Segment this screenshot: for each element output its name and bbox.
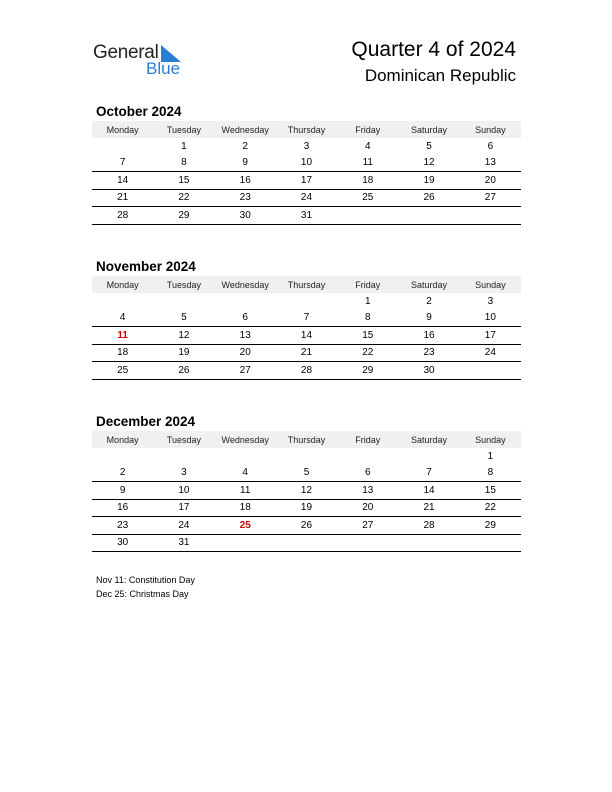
day-cell	[153, 293, 214, 310]
day-cell: 21	[398, 499, 459, 517]
day-cell	[337, 207, 398, 225]
day-cell: 17	[153, 499, 214, 517]
day-cell	[460, 362, 521, 380]
weekday-header: Sunday	[460, 276, 521, 293]
weekday-header: Wednesday	[215, 276, 276, 293]
day-cell: 12	[276, 482, 337, 500]
day-cell: 24	[276, 189, 337, 207]
weekday-header: Friday	[337, 431, 398, 448]
week-row	[92, 207, 521, 225]
weekday-header: Friday	[337, 276, 398, 293]
country-name: Dominican Republic	[364, 66, 516, 85]
week-row	[92, 155, 521, 172]
week-row	[92, 138, 521, 155]
day-cell	[215, 293, 276, 310]
weekday-header: Sunday	[460, 121, 521, 138]
day-cell	[398, 207, 459, 225]
day-cell: 23	[398, 344, 459, 362]
day-cell: 11	[92, 327, 153, 345]
day-cell: 12	[153, 327, 214, 345]
day-cell: 14	[92, 172, 153, 190]
day-cell: 28	[276, 362, 337, 380]
calendar-table	[92, 276, 521, 380]
holiday-note: Dec 25: Christmas Day	[96, 589, 189, 599]
day-cell: 13	[337, 482, 398, 500]
day-cell	[337, 534, 398, 552]
month-october	[92, 103, 521, 225]
day-cell: 13	[460, 155, 521, 172]
month-november	[92, 258, 521, 380]
day-cell: 22	[153, 189, 214, 207]
day-cell: 18	[215, 499, 276, 517]
day-cell: 3	[153, 465, 214, 482]
day-cell: 29	[460, 517, 521, 535]
weekday-header: Friday	[337, 121, 398, 138]
weekday-header: Saturday	[398, 276, 459, 293]
week-row	[92, 482, 521, 500]
day-cell: 10	[460, 310, 521, 327]
weekday-header: Thursday	[276, 276, 337, 293]
day-cell: 5	[153, 310, 214, 327]
logo-blue-text: Blue	[146, 59, 181, 78]
weekday-header: Tuesday	[153, 431, 214, 448]
day-cell: 22	[337, 344, 398, 362]
day-cell: 14	[398, 482, 459, 500]
day-cell: 16	[92, 499, 153, 517]
day-cell: 26	[153, 362, 214, 380]
day-cell: 4	[92, 310, 153, 327]
week-row	[92, 189, 521, 207]
logo-general-text: General	[93, 42, 159, 63]
day-cell: 28	[398, 517, 459, 535]
day-cell: 10	[153, 482, 214, 500]
day-cell: 21	[92, 189, 153, 207]
day-cell	[460, 534, 521, 552]
day-cell: 18	[337, 172, 398, 190]
day-cell: 11	[337, 155, 398, 172]
day-cell	[276, 293, 337, 310]
day-cell: 19	[398, 172, 459, 190]
day-cell: 30	[92, 534, 153, 552]
day-cell: 25	[337, 189, 398, 207]
day-cell: 2	[242, 140, 248, 152]
day-cell: 29	[153, 207, 214, 225]
day-cell: 19	[276, 499, 337, 517]
day-cell: 24	[460, 344, 521, 362]
day-cell: 20	[460, 172, 521, 190]
weekday-header: Tuesday	[153, 121, 214, 138]
day-cell: 8	[337, 310, 398, 327]
day-cell: 2	[426, 295, 432, 307]
day-cell: 21	[276, 344, 337, 362]
day-cell: 3	[487, 295, 494, 307]
holiday-notes	[96, 573, 195, 601]
day-cell: 30	[398, 362, 459, 380]
day-cell	[215, 448, 276, 465]
week-row	[92, 327, 521, 345]
day-cell: 6	[487, 140, 494, 152]
day-cell: 15	[460, 482, 521, 500]
day-cell: 1	[181, 140, 187, 152]
day-cell: 9	[215, 155, 276, 172]
weekday-header-row	[92, 121, 521, 138]
weekday-header: Sunday	[460, 431, 521, 448]
day-cell	[153, 448, 214, 465]
week-row	[92, 448, 521, 465]
day-cell: 10	[276, 155, 337, 172]
day-cell: 7	[276, 310, 337, 327]
day-cell: 16	[215, 172, 276, 190]
weekday-header: Saturday	[398, 431, 459, 448]
day-cell: 26	[398, 189, 459, 207]
day-cell: 27	[337, 517, 398, 535]
week-row	[92, 499, 521, 517]
day-cell: 23	[215, 189, 276, 207]
day-cell: 7	[92, 155, 153, 172]
day-cell	[92, 293, 153, 310]
week-row	[92, 362, 521, 380]
day-cell: 17	[460, 327, 521, 345]
day-cell	[215, 534, 276, 552]
day-cell: 16	[398, 327, 459, 345]
day-cell: 2	[92, 465, 153, 482]
day-cell	[276, 534, 337, 552]
day-cell: 4	[364, 140, 371, 152]
day-cell: 12	[398, 155, 459, 172]
weekday-header: Thursday	[276, 121, 337, 138]
weekday-header: Saturday	[398, 121, 459, 138]
day-cell: 18	[92, 344, 153, 362]
day-cell: 24	[153, 517, 214, 535]
week-row	[92, 310, 521, 327]
weekday-header: Wednesday	[215, 431, 276, 448]
day-cell: 14	[276, 327, 337, 345]
week-row	[92, 293, 521, 310]
calendar-table	[92, 121, 521, 225]
day-cell: 15	[337, 327, 398, 345]
weekday-header: Tuesday	[153, 276, 214, 293]
day-cell: 9	[92, 482, 153, 500]
month-december	[92, 413, 521, 552]
page-title: Quarter 4 of 2024	[351, 38, 516, 61]
week-row	[92, 344, 521, 362]
week-row	[92, 172, 521, 190]
day-cell: 29	[337, 362, 398, 380]
calendar-table	[92, 431, 521, 552]
day-cell: 30	[215, 207, 276, 225]
day-cell: 23	[92, 517, 153, 535]
day-cell: 17	[276, 172, 337, 190]
day-cell: 31	[153, 534, 214, 552]
day-cell	[92, 138, 153, 155]
month-title: November 2024	[96, 259, 196, 274]
week-row	[92, 517, 521, 535]
day-cell: 25	[215, 517, 276, 535]
day-cell	[398, 448, 459, 465]
day-cell: 6	[215, 310, 276, 327]
day-cell	[276, 448, 337, 465]
day-cell: 8	[460, 465, 521, 482]
day-cell: 13	[215, 327, 276, 345]
week-row	[92, 465, 521, 482]
day-cell	[460, 207, 521, 225]
weekday-header: Monday	[92, 121, 153, 138]
day-cell: 22	[460, 499, 521, 517]
day-cell: 26	[276, 517, 337, 535]
day-cell: 7	[398, 465, 459, 482]
day-cell: 9	[398, 310, 459, 327]
day-cell	[337, 448, 398, 465]
day-cell: 11	[215, 482, 276, 500]
day-cell: 1	[487, 450, 494, 462]
month-title: October 2024	[96, 104, 182, 119]
day-cell: 28	[92, 207, 153, 225]
day-cell: 5	[426, 140, 432, 152]
day-cell: 1	[364, 295, 371, 307]
day-cell: 20	[337, 499, 398, 517]
day-cell	[92, 448, 153, 465]
day-cell: 19	[153, 344, 214, 362]
day-cell: 6	[337, 465, 398, 482]
day-cell: 27	[460, 189, 521, 207]
day-cell: 20	[215, 344, 276, 362]
weekday-header: Monday	[92, 276, 153, 293]
generalblue-logo	[93, 40, 193, 80]
day-cell: 27	[215, 362, 276, 380]
weekday-header: Monday	[92, 431, 153, 448]
day-cell: 15	[153, 172, 214, 190]
day-cell: 5	[276, 465, 337, 482]
holiday-note: Nov 11: Constitution Day	[96, 575, 195, 585]
weekday-header: Thursday	[276, 431, 337, 448]
day-cell: 25	[92, 362, 153, 380]
day-cell: 3	[303, 140, 310, 152]
day-cell: 31	[276, 207, 337, 225]
day-cell: 8	[153, 155, 214, 172]
weekday-header-row	[92, 276, 521, 293]
weekday-header: Wednesday	[215, 121, 276, 138]
week-row	[92, 534, 521, 552]
month-title: December 2024	[96, 414, 196, 429]
day-cell	[398, 534, 459, 552]
weekday-header-row	[92, 431, 521, 448]
day-cell: 4	[215, 465, 276, 482]
